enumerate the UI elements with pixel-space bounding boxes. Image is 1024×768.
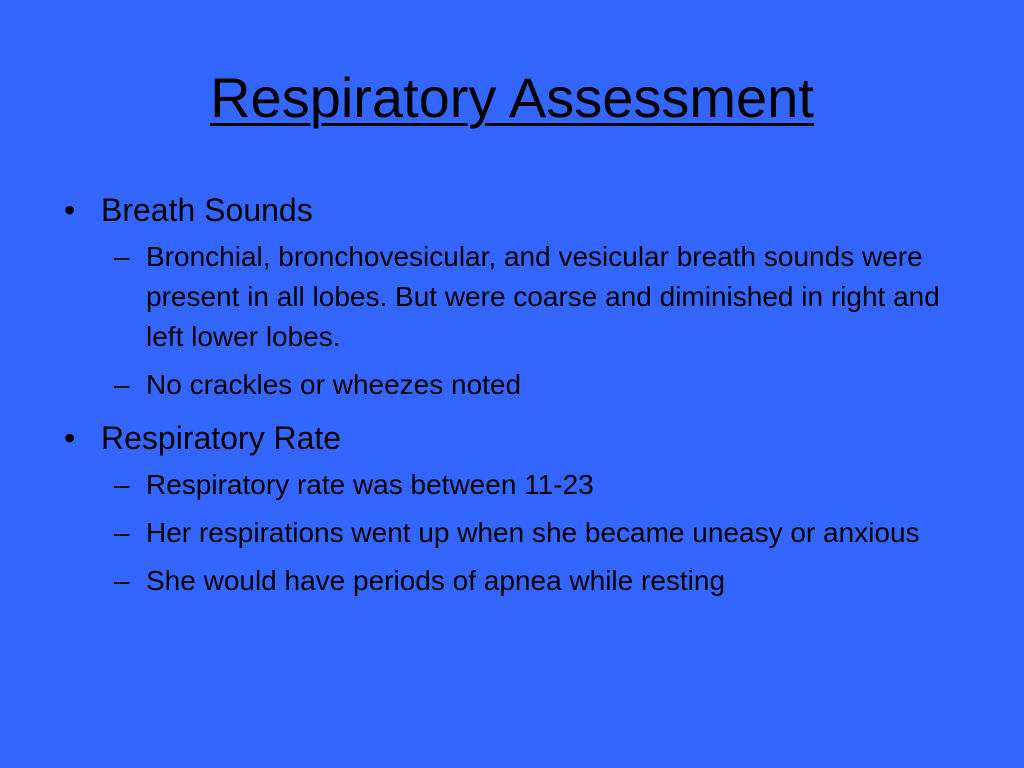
bullet-mark: •: [64, 420, 76, 456]
sub-item-text: Bronchial, bronchovesicular, and vesicular breath sounds were present in all lobes. But were coarse and diminished in right and left lower lobes.: [146, 241, 940, 352]
sub-item-text: Her respirations went up when she became uneasy or anxious: [146, 517, 920, 548]
dash-mark: –: [114, 517, 130, 548]
sub-item: [64, 365, 978, 405]
sub-item: [64, 513, 978, 553]
sub-item-text: Respiratory rate was between 11-23: [146, 469, 594, 500]
sub-item: [64, 237, 978, 357]
dash-mark: –: [114, 241, 130, 272]
bullet-heading: Breath Sounds: [101, 192, 313, 228]
bullet-mark: •: [64, 192, 76, 228]
bullet-heading: Respiratory Rate: [101, 420, 342, 456]
slide-body: [64, 185, 984, 609]
sub-list-respiratory-rate: [64, 465, 984, 601]
bullet-respiratory-rate: [64, 413, 984, 463]
sub-item-text: She would have periods of apnea while resting: [146, 565, 726, 596]
sub-item-text: No crackles or wheezes noted: [146, 369, 522, 400]
sub-list-breath-sounds: [64, 237, 984, 405]
bullet-breath-sounds: [64, 185, 984, 235]
dash-mark: –: [114, 565, 130, 596]
sub-item: [64, 561, 978, 601]
slide-title: Respiratory Assessment: [210, 66, 814, 129]
dash-mark: –: [114, 369, 130, 400]
sub-item: [64, 465, 978, 505]
dash-mark: –: [114, 469, 130, 500]
